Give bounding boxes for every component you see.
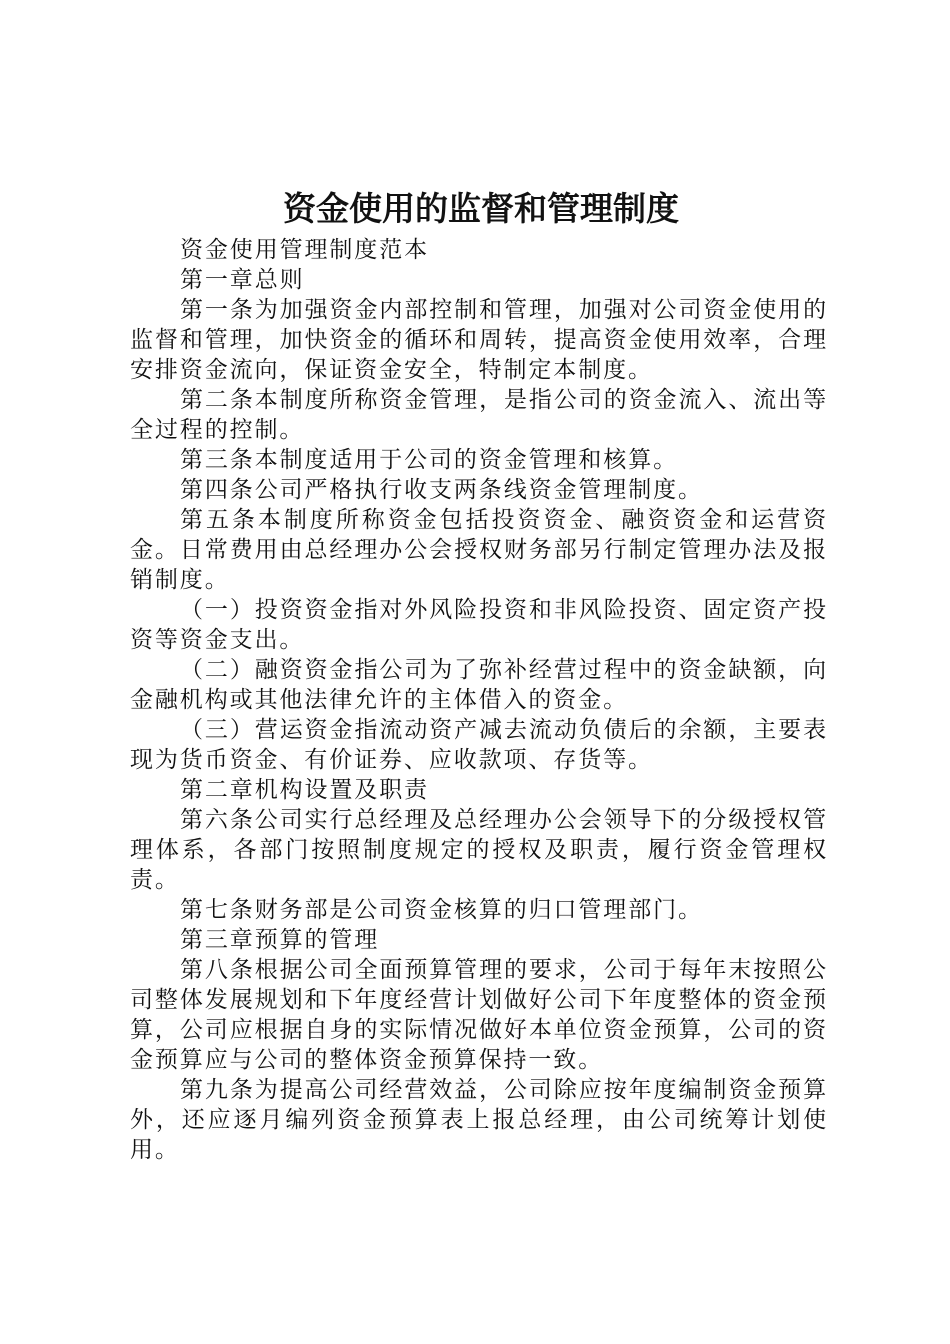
article-9: 第九条为提高公司经营效益，公司除应按年度编制资金预算外，还应逐月编列资金预算表上报总经理，由公司统筹计划使用。 xyxy=(130,1077,828,1163)
document-title: 资金使用的监督和管理制度 xyxy=(283,189,679,228)
article-8: 第八条根据公司全面预算管理的要求，公司于每年末按照公司整体发展规划和下年度经营计划做好公司下年度整体的资金预算，公司应根据自身的实际情况做好本单位资金预算，公司的资金预算应与公司的整体资金预算保持一致。 xyxy=(130,957,828,1073)
document-page xyxy=(130,185,828,1165)
article-1: 第一条为加强资金内部控制和管理，加强对公司资金使用的监督和管理，加快资金的循环和周转，提高资金使用效率，合理安排资金流向，保证资金安全，特制定本制度。 xyxy=(130,297,828,383)
paragraph-subtitle: 资金使用管理制度范本 xyxy=(180,237,429,263)
article-3: 第三条本制度适用于公司的资金管理和核算。 xyxy=(180,447,678,473)
clause-1: （一）投资资金指对外风险投资和非风险投资、固定资产投资等资金支出。 xyxy=(130,597,828,653)
chapter-heading-2: 第二章机构设置及职责 xyxy=(180,777,429,803)
chapter-heading-1: 第一章总则 xyxy=(180,267,305,293)
article-2: 第二条本制度所称资金管理，是指公司的资金流入、流出等全过程的控制。 xyxy=(130,387,828,443)
article-7: 第七条财务部是公司资金核算的归口管理部门。 xyxy=(180,897,703,923)
article-4: 第四条公司严格执行收支两条线资金管理制度。 xyxy=(180,477,703,503)
clause-3: （三）营运资金指流动资产减去流动负债后的余额，主要表现为货币资金、有价证券、应收款项、存货等。 xyxy=(130,717,828,773)
clause-2: （二）融资资金指公司为了弥补经营过程中的资金缺额，向金融机构或其他法律允许的主体借入的资金。 xyxy=(130,657,828,713)
article-5: 第五条本制度所称资金包括投资资金、融资资金和运营资金。日常费用由总经理办公会授权财务部另行制定管理办法及报销制度。 xyxy=(130,507,828,593)
article-6: 第六条公司实行总经理及总经理办公会领导下的分级授权管理体系，各部门按照制度规定的授权及职责，履行资金管理权责。 xyxy=(130,807,828,893)
chapter-heading-3: 第三章预算的管理 xyxy=(180,927,380,953)
